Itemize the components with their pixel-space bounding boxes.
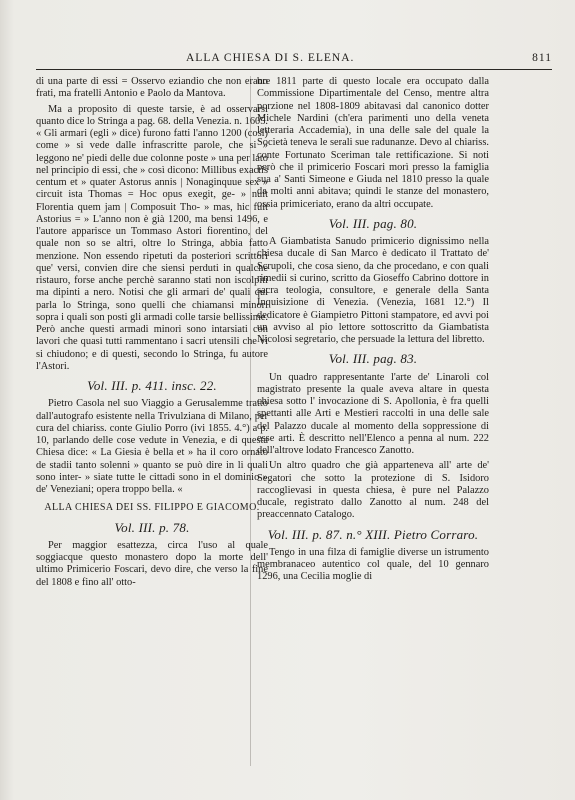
section-heading: Vol. III. pag. 80.: [328, 215, 418, 231]
right-column: [257, 76, 489, 587]
paragraph: Un altro quadro che già apparteneva all' arte de' Segatori che sotto la protezione di S. Isidoro raccoglievasi in questa chiesa, è pure nel Palazzo ducale, registrato dallo Zanotto al num. 248 del preaccennato Catalogo.: [257, 460, 489, 521]
running-head: ALLA CHIESA DI S. ELENA.: [186, 52, 355, 64]
paragraph: di una parte di essi = Osservo eziandio che non erano frati, ma fratelli Antonio e Paolo da Mantova.: [36, 76, 268, 100]
section-heading: Vol. III. p. 87. n.° XIII. Pietro Corraro.: [267, 526, 479, 542]
page-header: [36, 52, 552, 66]
paragraph: Un quadro rappresentante l'arte de' Linaroli col magistrato presente la quale aveva altare in questa chiesa sotto l' invocazione di S. Apollonia, è fra quelli spettanti alle Arti e Mestieri raccolti in una delle sale del Palazzo ducale al momento della soppressione di esse arti. È descritto nell'Elenco a penna al num. 222 dell'altrove lodato Francesco Zanotto.: [257, 371, 489, 456]
section-heading: Vol. III. p. 411. insc. 22.: [87, 378, 217, 393]
paragraph: A Giambatista Sanudo primicerio dignissimo nella chiesa ducale di San Marco è dedicato il Trattato de' Scrupoli, che cosa sieno, da che procedano, e con quali rimedii si curino, scritto da Gioseffo Cabrino dottore in sacra teologia, consultore, e generale della Santa Inquisizione di Venezia. (Venezia, 1681 12.°) Il dedicatore è Giampietro Pittoni stampatore, ed avvi poi un avviso al pio lettore sottoscritto da Giambatista Nicolosi segretario, che persuade la lettura del libretto.: [257, 236, 489, 345]
left-column: [36, 76, 268, 592]
paragraph: Pietro Casola nel suo Viaggio a Gerusalemme tratto dall'autografo esistente nella Trivulziana di Milano, per cura del chiariss. conte Giulio Porro (ivi 1855. 4.°) a p. 10, parlando delle cose vedute in Venezia, e di questa Chiesa dice: « La Giesia è bella et » ha il coro ornato de stadii tanto solenni » quanto se può dire in li quali sono inter- » siate tutte le cittadi sono in el dominio » de' Veneziani; opera troppo bella. «: [36, 398, 268, 495]
section-heading: Vol. III. pag. 83.: [328, 351, 418, 367]
paragraph: Tengo in una filza di famiglie diverse un istrumento membranaceo autentico col quale, del 10 gennaro 1296, una Cecilia moglie di: [257, 546, 489, 583]
paragraph: Per maggior esattezza, circa l'uso al quale soggiacque questo monastero dopo la morte dell' ultimo Primicerio Foscari, devo dire, che verso la fine del 1808 e fino all' otto-: [36, 539, 268, 588]
section-heading: Vol. III. p. 78.: [114, 519, 190, 535]
paragraph: bre 1811 parte di questo locale era occupato dalla Commissione Dipartimentale del Censo, mentre altra porzione nel 1808-1809 abitavasi dal canonico dotter Michele Nardini (ch'era parimenti uno della veneta letteraria Accademia), in una delle sale del quale la Società teneva le serali sue radunanze. Devo al chiariss. conte Fortunato Sceriman tale rettificazione. Si noti però che il primicerio Foscari morì presso la famiglia sua a' Santi Simeone e Giuda nel 1810 presso la quale da molti anni abitava; quindi le stanze del monastero, ossia primiceriato, erano da altri occupate.: [257, 76, 489, 210]
paragraph: Ma a proposito di queste tarsie, è ad osservarsi quanto dice lo Stringa a pag. 68. della Venezia. n. 1605. « Gli armari (egli » dice) furono fatti l'anno 1200 (così) come » si vede dalle infrascritte parole, che si » leggono ne' piedi delle due colonne poste » una per lato nel principio di essi, che » così dicono: Millibus exactis centum et » quater Astorus annis | Nonaginquue sex » circuit ista Thomas = Hoc opus exegit, ge- » nuit Florentia quem jam | Composuit Tho- » mas, hic fuit Astorius = » L'anno non è già 1200, ma bensì 1496, e l'autore apparisce un Tommaso Astori fiorentino, del quale non so se altri, oltre lo Stringa, abbia fatto menzione. Non essendo ripetuti da posteriori scrittori que' versi, convien dire che siensi perduti in qualche ristauro, forse anche perchè saranno stati non iscolpiti ma dipinti a nero. Notisi che gli armari de' quali qui parla lo Stringa, sono quelli che chiamansi minori sopra i quali son posti gli armadi colle tarsie bellissime. Però anche questi armadi minori sono intarsiati con lavori che quasi tutti rammentano i sacri utensili che vi si chiudono; e di questi, secondo lo Stringa, fu autore l'Astori.: [36, 103, 268, 372]
header-rule: [36, 69, 552, 70]
section-heading: ALLA CHIESA DEI SS. FILIPPO E GIACOMO.: [44, 502, 260, 514]
page-number: 811: [532, 52, 552, 64]
